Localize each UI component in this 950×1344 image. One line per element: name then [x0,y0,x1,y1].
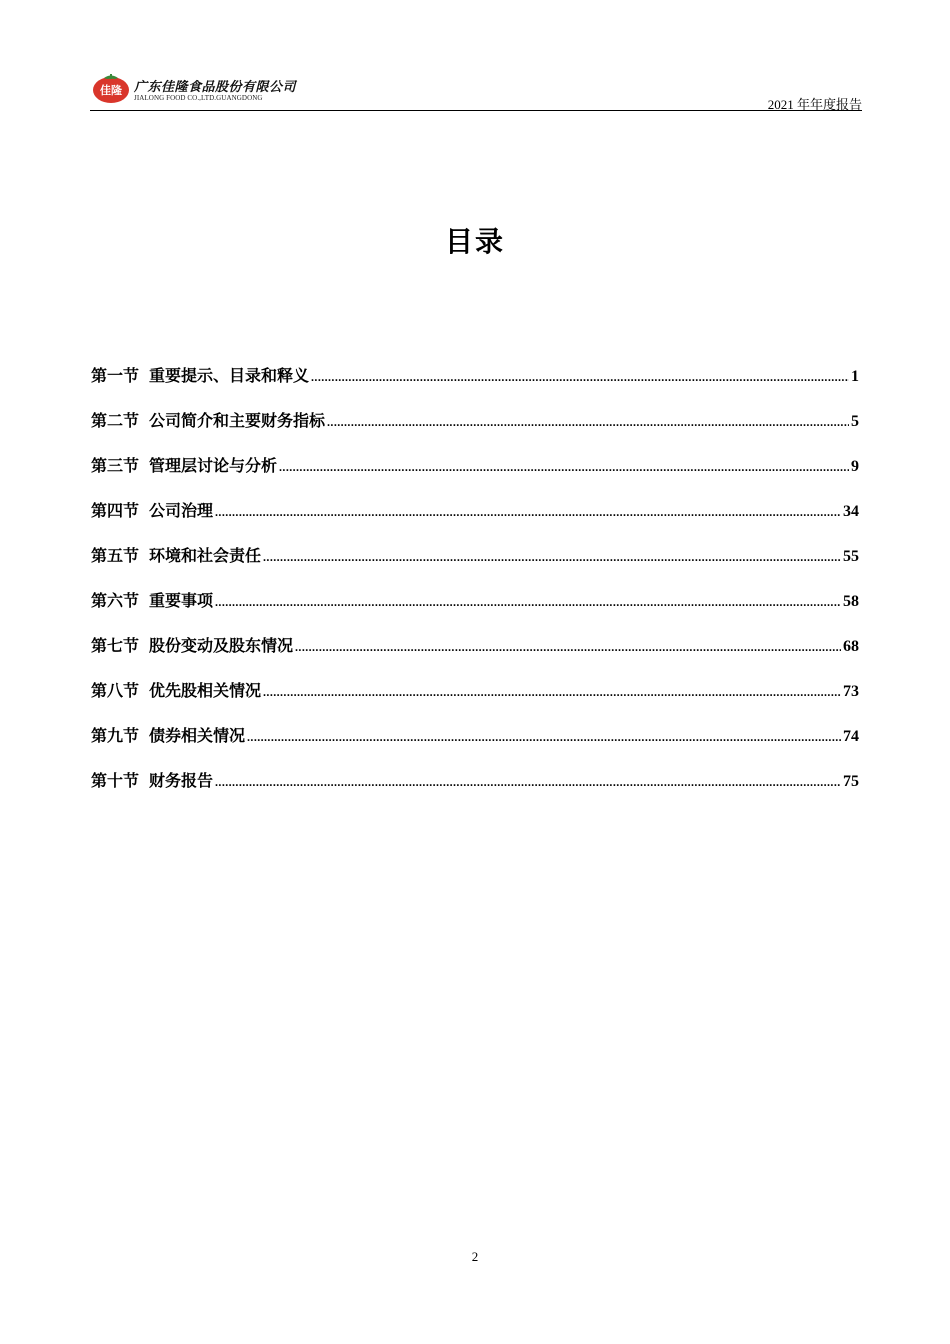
toc-leader-dots [247,730,841,745]
toc-page-number: 74 [843,728,859,745]
toc-entry-title: 公司治理 [149,501,214,520]
toc-entry-title: 重要事项 [149,591,214,610]
company-name-en: JIALONG FOOD CO.,LTD.GUANGDONG [134,94,263,102]
toc-entry[interactable] [91,498,859,543]
toc-leader-dots [327,415,849,430]
toc-page-number: 73 [843,683,859,700]
toc-entry[interactable] [91,678,859,723]
toc-entry-title: 管理层讨论与分析 [149,456,278,475]
toc-leader-dots [215,505,841,520]
toc-entry[interactable] [91,633,859,678]
company-name-cn: 广东佳隆食品股份有限公司 [134,80,297,95]
toc-page-number: 9 [851,458,859,475]
toc-page-number: 5 [851,413,859,430]
toc-chapter: 第七节 [91,636,140,655]
toc-entry-title: 债券相关情况 [149,726,246,745]
toc-entry[interactable] [91,768,859,813]
toc-entry-title: 财务报告 [149,771,214,790]
toc-chapter: 第六节 [91,591,140,610]
page-number: 2 [471,1249,479,1264]
toc-chapter: 第二节 [91,411,140,430]
toc-chapter: 第十节 [91,771,140,790]
toc-leader-dots [263,550,841,565]
toc-page-number: 34 [843,503,859,520]
toc-page-number: 75 [843,773,859,790]
report-title: 2021 年年度报告 [767,97,862,112]
tomato-logo-icon [92,72,130,104]
toc-leader-dots [311,370,849,385]
toc-entry-title: 股份变动及股东情况 [149,636,294,655]
toc-entry-title: 环境和社会责任 [149,546,262,565]
toc-leader-dots [263,685,841,700]
toc-entry[interactable] [91,543,859,588]
header-divider [90,110,862,111]
toc-page-number: 58 [843,593,859,610]
toc-page-number: 1 [851,368,859,385]
toc-chapter: 第三节 [91,456,140,475]
page-header [90,70,862,112]
toc-chapter: 第一节 [91,366,140,385]
toc-entry[interactable] [91,408,859,453]
toc-entry-title: 优先股相关情况 [149,681,262,700]
toc-page-number: 68 [843,638,859,655]
toc-entry[interactable] [91,588,859,633]
toc-leader-dots [215,775,841,790]
toc-entry-title: 重要提示、目录和释义 [149,366,310,385]
toc-leader-dots [295,640,841,655]
toc-entry[interactable] [91,723,859,768]
toc-leader-dots [279,460,849,475]
toc-title: 目录 [444,225,505,258]
toc-leader-dots [215,595,841,610]
company-logo [90,70,297,110]
toc-entry[interactable] [91,363,859,408]
toc-entry[interactable] [91,453,859,498]
toc-chapter: 第五节 [91,546,140,565]
toc-chapter: 第四节 [91,501,140,520]
toc-chapter: 第九节 [91,726,140,745]
logo-text: 佳隆 [100,84,122,97]
toc-chapter: 第八节 [91,681,140,700]
toc-page-number: 55 [843,548,859,565]
table-of-contents [91,363,859,813]
toc-entry-title: 公司简介和主要财务指标 [149,411,326,430]
